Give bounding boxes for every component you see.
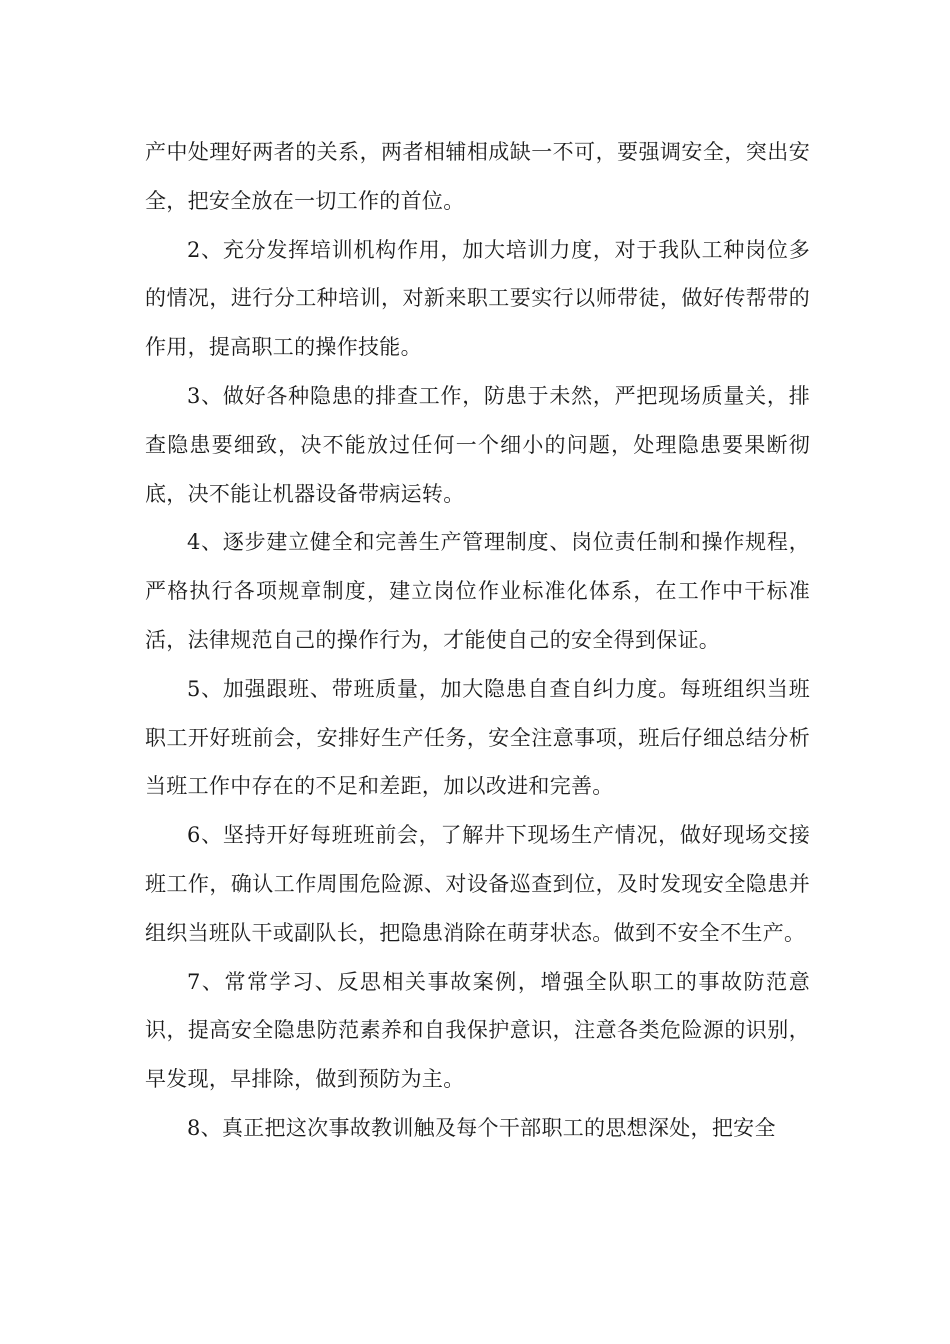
paragraph-item-3: 3、做好各种隐患的排查工作，防患于未然，严把现场质量关，排查隐患要细致，决不能放过任何一个细小的问题，处理隐患要果断彻底，决不能让机器设备带病运转。: [145, 383, 810, 506]
paragraph-item-8: 8、真正把这次事故教训触及每个干部职工的思想深处，把安全: [187, 1115, 776, 1140]
paragraph-item-5: 5、加强跟班、带班质量，加大隐患自查自纠力度。每班组织当班职工开好班前会，安排好生产任务，安全注意事项，班后仔细总结分析当班工作中存在的不足和差距，加以改进和完善。: [145, 676, 810, 799]
document-body: [145, 128, 810, 1153]
paragraph-item-4: 4、逐步建立健全和完善生产管理制度、岗位责任制和操作规程，严格执行各项规章制度，建立岗位作业标准化体系，在工作中干标准活，法律规范自己的操作行为，才能使自己的安全得到保证。: [145, 530, 810, 652]
paragraph-item-6: 6、坚持开好每班班前会，了解井下现场生产情况，做好现场交接班工作，确认工作周围危险源、对设备巡查到位，及时发现安全隐患并组织当班队干或副队长，把隐患消除在萌芽状态。做到不安全不生产。: [145, 823, 810, 945]
paragraph-item-2: 2、充分发挥培训机构作用，加大培训力度，对于我队工种岗位多的情况，进行分工种培训，对新来职工要实行以师带徒，做好传帮带的作用，提高职工的操作技能。: [145, 237, 810, 360]
paragraph-continuation: 产中处理好两者的关系，两者相辅相成缺一不可，要强调安全，突出安全，把安全放在一切工作的首位。: [145, 140, 810, 213]
paragraph-item-7: 7、常常学习、反思相关事故案例，增强全队职工的事故防范意识，提高安全隐患防范素养和自我保护意识，注意各类危险源的识别，早发现，早排除，做到预防为主。: [145, 969, 810, 1092]
